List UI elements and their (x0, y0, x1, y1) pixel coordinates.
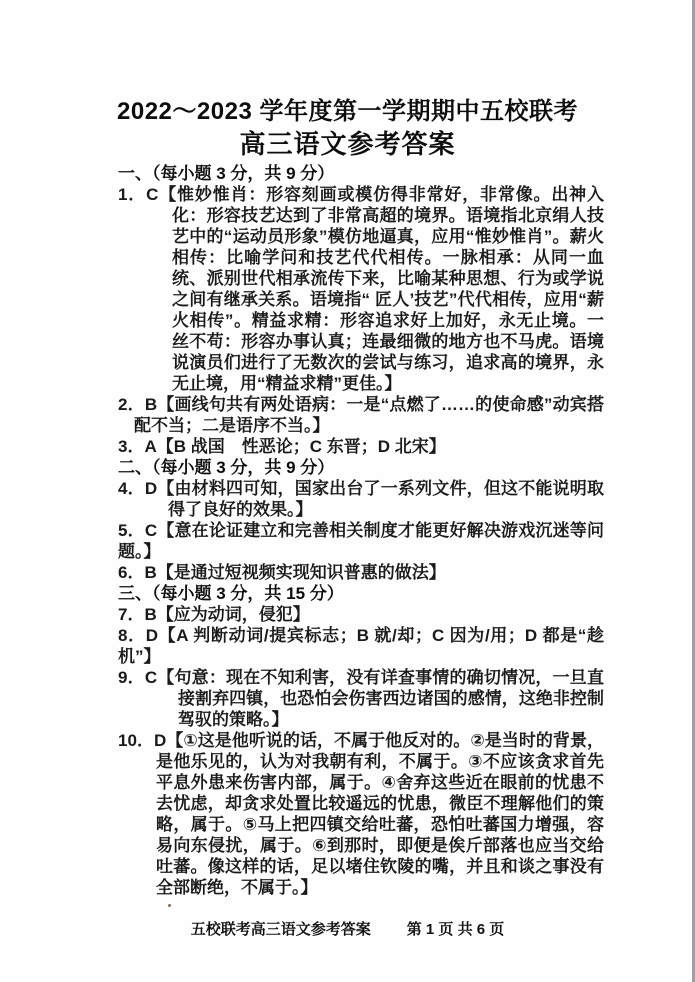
answer-item-10: 10．D【①这是他听说的话，不属于他反对的。②是当时的背景，是他乐见的，认为对我朝有利，不属于。③不应该贪求首先平息外患来伤害内部，属于。④舍弃这些近在眼前的忧患不去忧虑，却贪求处置比较遥远的忧患，微臣不理解他们的策略，属于。⑤马上把四镇交给吐蕃，恐怕吐蕃国力增强，容易向东侵扰，属于。⑥到那时，即便是俟斤部落也应当交给吐蕃。像这样的话，足以堵住钦陵的嘴，并且和谈之事没有全部断绝，不属于。】 (118, 731, 604, 897)
footer-page-number: 第 1 页 共 6 页 (406, 921, 505, 938)
answer-item-3: 3．A【B 战国 性恶论；C 东晋；D 北宋】 (118, 437, 446, 456)
document-title-line1: 2022～2023 学年度第一学期期中五校联考 (117, 98, 578, 125)
answer-item-4: 4．D【由材料四可知，国家出台了一系列文件，但这不能说明取得了良好的效果。】 (118, 479, 604, 519)
page-footer (0, 918, 695, 939)
section-heading-1: 一、（每小题 3 分，共 9 分） (118, 164, 335, 183)
document-title-line2: 高三语文参考答案 (239, 129, 456, 159)
section-heading-2: 二、（每小题 3 分，共 9 分） (118, 458, 335, 477)
answer-content (118, 163, 604, 898)
section-heading-3: 三、（每小题 3 分，共 15 分） (118, 584, 344, 603)
scan-speck-artifact (168, 904, 171, 907)
answer-item-1: 1．C【惟妙惟肖：形容刻画或模仿得非常好，非常像。出神入化：形容技艺达到了非常高超的境界。语境指北京绢人技艺中的“运动员形象”模仿地逼真，应用“惟妙惟肖”。薪火相传：比喻学问和技艺代代相传。一脉相承：从同一血统、派别世代相承流传下来，比喻某种思想、行为或学说之间有继承关系。语境指“ 匠人’技艺”代代相传，应用“薪火相传”。精益求精：形容追求好上加好，永无止境。一丝不苟：形容办事认真；连最细微的地方也不马虎。语境说演员们进行了无数次的尝试与练习，追求高的境界，永无止境，用“精益求精”更佳。】 (118, 185, 604, 393)
answer-item-9: 9．C【句意：现在不知利害，没有详查事情的确切情况，一旦直接割弃四镇，也恐怕会伤害西边诸国的感情，这绝非控制驾驭的策略。】 (118, 668, 604, 729)
answer-item-7: 7．B【应为动词，侵犯】 (118, 605, 310, 624)
answer-item-8: 8．D【A 判断动词/提宾标志；B 就/却；C 因为/用；D 都是“趁机”】 (118, 626, 604, 666)
document-header (0, 0, 695, 160)
answer-item-5: 5．C【意在论证建立和完善相关制度才能更好解决游戏沉迷等问题。】 (118, 521, 604, 561)
footer-doc-label: 五校联考高三语文参考答案 (190, 921, 371, 938)
answer-item-2: 2．B【画线句共有两处语病：一是“点燃了……的使命感”动宾搭配不当；二是语序不当。】 (118, 395, 604, 435)
answer-item-6: 6．B【是通过短视频实现知识普惠的做法】 (118, 563, 446, 582)
